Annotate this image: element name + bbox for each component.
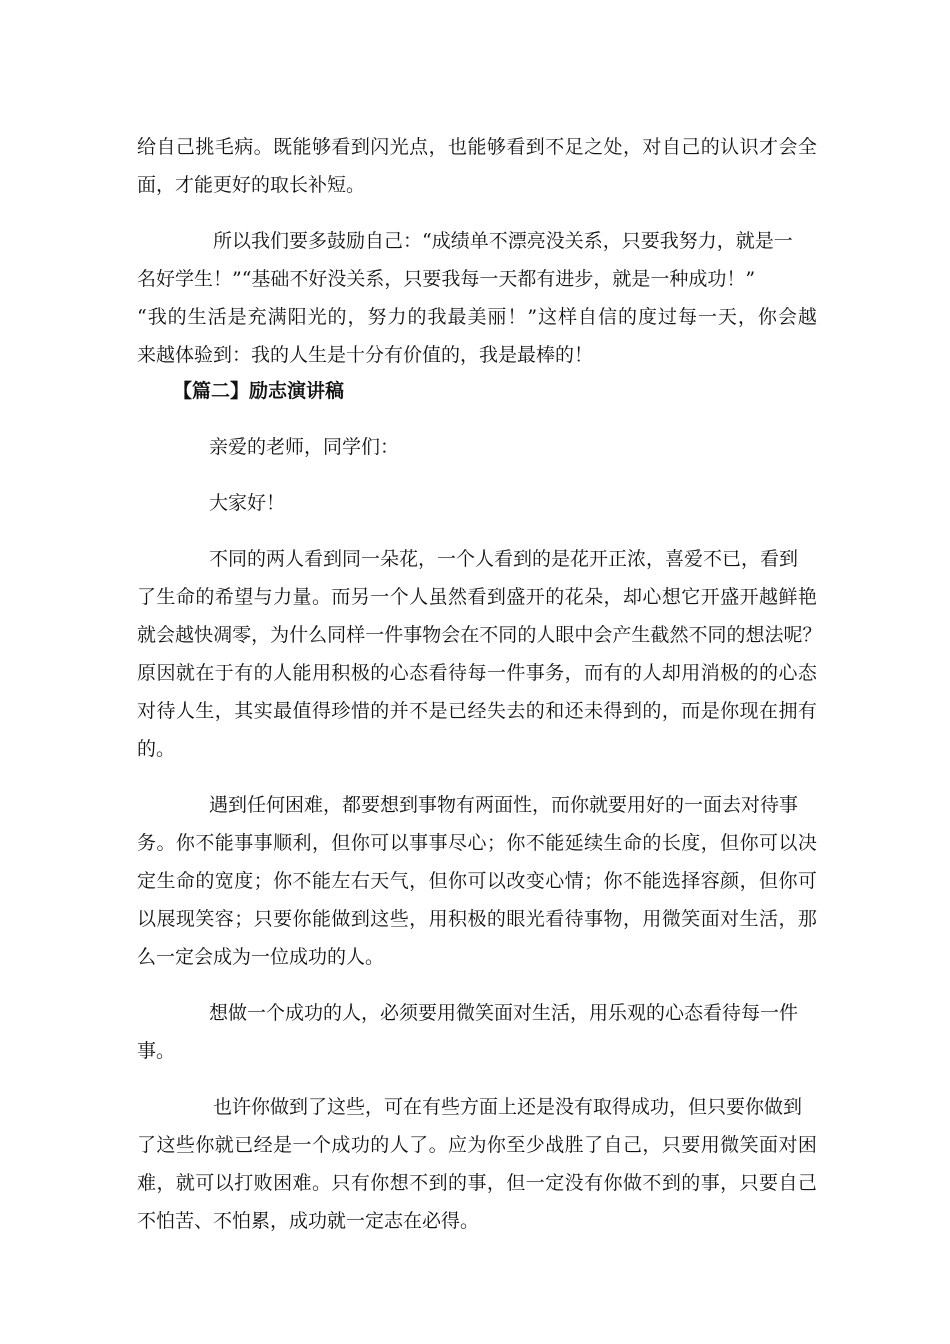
paragraph-line: 给 自 己 挑 毛 病 。 既 能 够 看 到 闪 光 点 ， 也 能 够 看 到 不 足 之 处 ， 对 自 己 的 认 识 才 会 全 <box>137 136 817 158</box>
paragraph-line: 以 展 现 笑 容 ； 只 要 你 能 做 到 这 些 ， 用 积 极 的 眼 光 看 待 事 物 ， 用 微 笑 面 对 生 活 ， 那 <box>137 908 817 930</box>
paragraph-line: 了 生 命 的 希 望 与 力 量 。 而 另 一 个 人 虽 然 看 到 盛 开 的 花 朵 ， 却 心 想 它 开 盛 开 越 鲜 艳 <box>137 586 817 608</box>
paragraph-line: 不同的两人看到同一朵花，一个人看到的是花开正浓，喜爱不已，看到 <box>209 548 799 570</box>
salutation: 亲爱的老师，同学们： <box>209 436 400 458</box>
paragraph-line: “ 我 的 生 活 是 充 满 阳 光 的 ， 努 力 的 我 最 美 丽 ！ ” 这 样 自 信 的 度 过 每 一 天 ， 你 会 越 <box>137 306 817 328</box>
section-heading: 【篇二】励志演讲稿 <box>173 380 345 402</box>
paragraph-line: 原 因 就 在 于 有 的 人 能 用 积 极 的 心 态 看 待 每 一 件 事 务 ， 而 有 的 人 却 用 消 极 的 的 心 态 <box>137 662 817 684</box>
paragraph-line: 事。 <box>137 1040 176 1062</box>
paragraph-line: 来越体验到：我的人生是十分有价值的，我是最棒的！ <box>137 344 594 366</box>
paragraph-line: 就 会 越 快 凋 零 ， 为 什 么 同 样 一 件 事 物 会 在 不 同 的 人 眼 中 会 产 生 截 然 不 同 的 想 法 呢 ？ <box>137 624 822 646</box>
paragraph-line: 么一定会成为一位成功的人。 <box>137 946 385 968</box>
paragraph-line: 了 这 些 你 就 已 经 是 一 个 成 功 的 人 了 。 应 为 你 至 少 战 胜 了 自 己 ， 只 要 用 微 笑 面 对 困 <box>137 1134 817 1156</box>
paragraph-line: 难 ， 就 可 以 打 败 困 难 。 只 有 你 想 不 到 的 事 ， 但 一 定 没 有 你 做 不 到 的 事 ， 只 要 自 己 <box>137 1172 817 1194</box>
paragraph-line: 不怕苦、不怕累，成功就一定志在必得。 <box>137 1210 480 1232</box>
paragraph-line: 面，才能更好的取长补短。 <box>137 174 366 196</box>
paragraph-line: 的。 <box>137 738 176 760</box>
paragraph-line: 定 生 命 的 宽 度 ； 你 不 能 左 右 天 气 ， 但 你 可 以 改 变 心 情 ； 你 不 能 选 择 容 颜 ， 但 你 可 <box>137 870 817 892</box>
paragraph-line: 务 。 你 不 能 事 事 顺 利 ， 但 你 可 以 事 事 尽 心 ； 你 不 能 延 续 生 命 的 长 度 ， 但 你 可 以 决 <box>137 832 817 854</box>
greeting: 大家好！ <box>209 492 286 514</box>
paragraph-line: 也许你做到了这些，可在有些方面上还是没有取得成功，但只要你做到 <box>213 1096 803 1118</box>
paragraph-line: 想做一个成功的人，必须要用微笑面对生活，用乐观的心态看待每一件 <box>209 1002 799 1024</box>
paragraph-line: 所以我们要多鼓励自己：“成绩单不漂亮没关系，只要我努力，就是一 <box>213 230 793 252</box>
paragraph-line: 对 待 人 生 ， 其 实 最 值 得 珍 惜 的 并 不 是 已 经 失 去 的 和 还 未 得 到 的 ， 而 是 你 现 在 拥 有 <box>137 700 817 722</box>
paragraph-line: 名好学生！”“基础不好没关系，只要我每一天都有进步，就是一种成功！” <box>137 268 756 290</box>
paragraph-line: 遇到任何困难，都要想到事物有两面性，而你就要用好的一面去对待事 <box>209 794 799 816</box>
